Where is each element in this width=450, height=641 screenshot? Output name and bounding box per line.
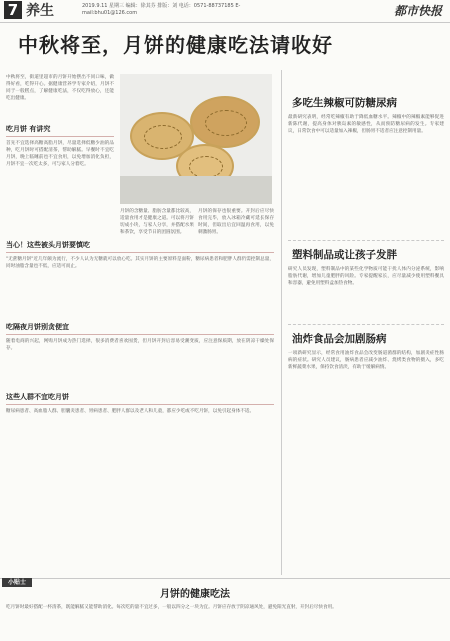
sidebar-text-2: 研究人员发现，塑料制品中的某些化学物质可能干扰人体内分泌系统，影响脂肪代谢，增加儿童肥胖的风险。专家提醒家长，应尽量减少使用塑料餐具和容器，避免用塑料盒加热食物。 xyxy=(288,267,444,287)
subheading-1: 吃月饼 有讲究 xyxy=(6,125,51,133)
divider xyxy=(6,334,274,335)
issue-meta: 2019.9.11 星期三 编辑：徐其芬 排版：刘 电话：0571-88737185 E-mail:bhu01@126.com xyxy=(82,3,241,16)
lead-paragraph: 中秋将至，街道里超市的月饼开始摆出不同口味，做得好看，吃得开心。据健康营养学专家介绍，月饼不同于一般糕点，了解健康吃法，不仅吃得放心，还能吃出健康。 xyxy=(6,75,114,102)
tips-tag: 小贴士 xyxy=(2,578,32,587)
section-3-text: 随着电商的兴起，网购月饼成为热门选择，很多消费者喜欢囤货，但月饼开封后容易受潮变质，应注意保质期，放在阴凉干燥处保存。 xyxy=(6,339,274,352)
newspaper-logo: 都市快报 xyxy=(393,4,442,18)
headline: 中秋将至，月饼的健康吃法请收好 xyxy=(18,33,333,57)
masthead xyxy=(0,0,450,23)
column-divider xyxy=(281,70,282,575)
divider xyxy=(288,324,444,326)
section-4-text: 糖尿病患者、高血脂人群、胆囊炎患者、胃病患者、肥胖人群以及老人和儿童，都应少吃或不吃月饼，以免引起身体不适。 xyxy=(6,409,255,414)
subheading-4: 这些人群不宜吃月饼 xyxy=(6,393,69,401)
plate xyxy=(120,176,272,204)
mooncake-image xyxy=(190,96,260,148)
tips-text: 吃月饼时最好搭配一杯清茶，既能解腻又能帮助消化。每次吃的量不宜过多，一般以四分之一块为宜。月饼应存放于阴凉通风处，避免阳光直射，开封后尽快食用。 xyxy=(6,605,337,610)
col-3-text: 月饼的保存也很重要。开封后应尽快食用完毕，放入冰箱冷藏可延长保存时间，但取出后宜回温再食用，以免刺激肠胃。 xyxy=(198,209,274,236)
mooncake-photo xyxy=(120,74,272,204)
sidebar-title-1: 多吃生辣椒可防糖尿病 xyxy=(292,97,397,109)
subheading-3: 吃隔夜月饼别贪便宜 xyxy=(6,323,69,331)
tips-title: 月饼的健康吃法 xyxy=(160,589,230,600)
sidebar-text-1: 最新研究表明，经常吃辣椒有助于降低血糖水平。辣椒中的辣椒素能够促进新陈代谢，提高身体对胰岛素的敏感性，从而预防糖尿病的发生。专家建议，日常饮食中可以适量加入辣椒，但肠胃不适者应注意控制用量。 xyxy=(288,115,444,135)
section-1-text: 首先不宜选择高糖高脂月饼，尽量选择低糖少油的品种，吃月饼时可搭配清茶，帮助解腻。早餐时不宜吃月饼，晚上临睡前也不宜食用，以免增加消化负担，月饼不宜一次吃太多，可与家人分着吃。 xyxy=(6,141,114,168)
page-number: 7 xyxy=(4,1,22,19)
divider xyxy=(6,136,114,137)
col-2-text: 月饼的含糖量、脂肪含量都比较高，适量食用才是健康之道。可以将月饼切成小块，与家人分享，并搭配水果和茶饮，享受节日的团圆氛围。 xyxy=(120,209,194,236)
divider xyxy=(288,240,444,242)
subheading-2: 当心！这些被头月饼要慎吃 xyxy=(6,241,90,249)
sidebar-title-2: 塑料制品或让孩子发胖 xyxy=(292,249,397,261)
sidebar-text-3: 一项新研究显示，经常食用油炸食品会改变肠道菌群的结构，加剧炎症性肠病的症状。研究人员建议，肠病患者应减少油炸、烧烤类食物的摄入，多吃新鲜蔬菜水果，保持饮食清淡，有助于缓解病情。 xyxy=(288,351,444,371)
sidebar-title-3: 油炸食品会加剧肠病 xyxy=(292,333,387,345)
divider xyxy=(6,404,274,405)
section-title: 养生 xyxy=(26,3,54,19)
section-2-text: "无蔗糖月饼"近几年颇为流行，不少人认为无糖就可以放心吃。其实月饼的主要原料是面粉，糖尿病患者和肥胖人群仍需控制总量，同时油脂含量也不低，应适可而止。 xyxy=(6,257,274,270)
divider xyxy=(6,252,274,253)
